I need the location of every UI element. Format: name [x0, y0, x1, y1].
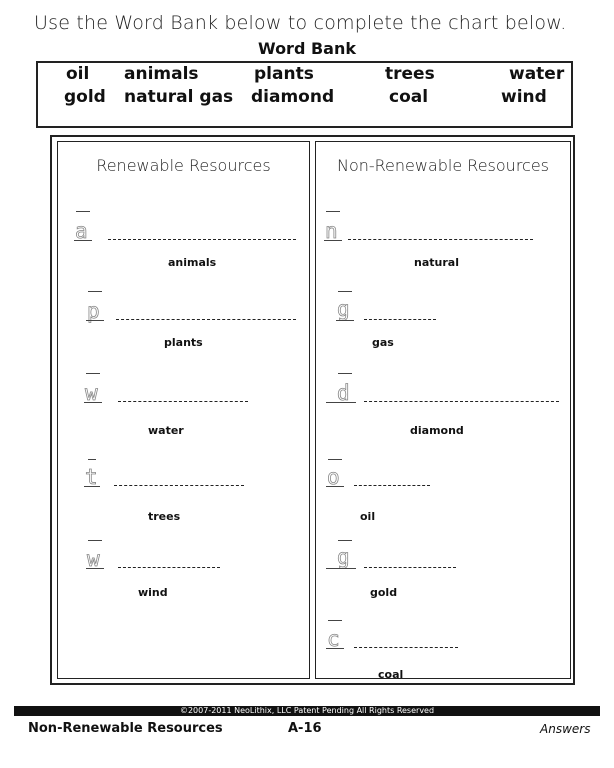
answer-word: diamond [410, 424, 464, 437]
non-renewable-item [316, 448, 570, 528]
word-bank-word: animals [124, 64, 199, 84]
resources-chart [50, 135, 575, 685]
word-bank-word: gold [64, 87, 106, 107]
word-bank-word: wind [501, 87, 547, 107]
word-bank-title: Word Bank [257, 39, 356, 58]
page-number: A-16 [288, 721, 322, 736]
answer-word: water [148, 424, 184, 437]
trace-letter: p [87, 299, 100, 323]
renewable-header: Renewable Resources [96, 156, 271, 175]
trace-letter: d [337, 381, 350, 405]
footer-title: Non-Renewable Resources [28, 721, 223, 736]
renewable-column [57, 141, 310, 679]
answers-label: Answers [540, 722, 591, 736]
non-renewable-header: Non-Renewable Resources [336, 156, 550, 175]
non-renewable-item [316, 276, 570, 356]
word-bank-word: diamond [251, 87, 335, 107]
answer-word: coal [378, 668, 404, 681]
answer-word: gas [372, 336, 394, 349]
word-bank-word: natural gas [124, 87, 234, 107]
non-renewable-item [316, 606, 570, 686]
answer-word: animals [168, 256, 217, 269]
word-bank-box [36, 61, 573, 128]
renewable-item [58, 360, 309, 440]
non-renewable-item [316, 528, 570, 608]
trace-letter: a [75, 219, 88, 243]
non-renewable-item [316, 360, 570, 440]
trace-letter: c [327, 627, 340, 651]
word-bank-word: coal [389, 87, 429, 107]
answer-word: trees [148, 510, 181, 523]
trace-letter: n [325, 219, 338, 243]
renewable-item [58, 276, 309, 356]
answer-word: plants [164, 336, 203, 349]
renewable-item [58, 196, 309, 276]
answer-word: gold [370, 586, 398, 599]
answer-word: wind [138, 586, 168, 599]
word-bank-word: oil [66, 64, 90, 84]
renewable-item [58, 448, 309, 528]
copyright-text: ©2007-2011 NeoLithix, LLC Patent Pending All Rights Reserved [179, 706, 435, 715]
word-bank-word: plants [254, 64, 314, 84]
word-bank-word: water [509, 64, 565, 84]
trace-letter: g [337, 297, 350, 321]
trace-letter: g [337, 545, 350, 569]
word-bank-word: trees [385, 64, 435, 84]
answer-word: natural [414, 256, 459, 269]
trace-letter: t [85, 465, 98, 489]
answer-word: oil [360, 510, 376, 523]
non-renewable-item [316, 196, 570, 276]
trace-letter: w [87, 547, 100, 571]
renewable-item [58, 528, 309, 608]
non-renewable-column [315, 141, 571, 679]
instruction-text: Use the Word Bank below to complete the chart below. [34, 12, 567, 34]
trace-letter: w [85, 381, 98, 405]
trace-letter: o [327, 465, 340, 489]
